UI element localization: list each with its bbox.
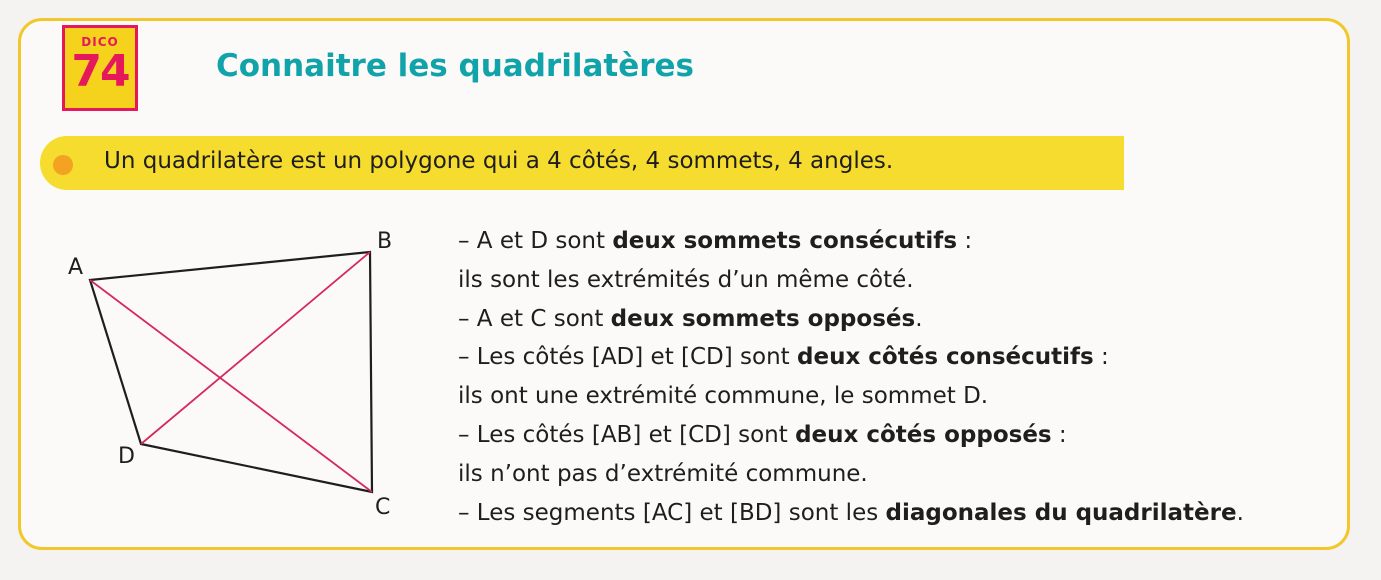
explanation-text: ils ont une extrémité commune, le sommet D. [458, 383, 989, 410]
explanation-text: : [957, 228, 973, 254]
explanation-text: : [1051, 421, 1067, 448]
bullet-icon [53, 155, 73, 175]
explanation-text: – A et D sont [458, 228, 613, 254]
explanation-line [458, 261, 1348, 300]
quadrilateral-figure [55, 220, 415, 530]
explanation-line [458, 222, 1348, 261]
explanation-keyword: deux sommets opposés [610, 305, 916, 332]
explanation-keyword: deux côtés opposés [795, 421, 1052, 448]
explanation-line [458, 300, 1348, 339]
vertex-label-b: B [377, 229, 393, 254]
explanation-line [458, 416, 1348, 455]
explanation-text: – A et C sont [458, 305, 611, 332]
dico-badge [62, 25, 138, 111]
explanation-keyword: deux sommets consécutifs [612, 228, 958, 254]
explanation-text: – Les segments [AC] et [BD] sont les [458, 499, 886, 526]
explanation-text: – Les côtés [AD] et [CD] sont [458, 344, 798, 371]
diagonal-bd [141, 252, 370, 444]
definition-text: Un quadrilatère est un polygone qui a 4 côtés, 4 sommets, 4 angles. [104, 148, 894, 174]
explanation-text: ils n’ont pas d’extrémité commune. [458, 460, 868, 487]
explanation-keyword: deux côtés consécutifs [797, 344, 1094, 371]
dico-badge-label: DICO [81, 35, 119, 49]
explanation-line [458, 494, 1348, 533]
vertex-label-c: C [375, 495, 391, 520]
explanation-text: . [1236, 499, 1244, 526]
explanation-line [458, 455, 1348, 494]
explanation-text: ils sont les extrémités d’un même côté. [458, 266, 914, 293]
explanation-text: – Les côtés [AB] et [CD] sont [458, 421, 796, 448]
explanation-line [458, 338, 1348, 377]
explanation-list [458, 222, 1348, 532]
explanation-line [458, 377, 1348, 416]
explanation-text: . [915, 305, 923, 332]
dico-badge-number: 74 [71, 46, 129, 97]
page-title: Connaitre les quadrilatères [216, 48, 694, 84]
explanation-text: : [1093, 344, 1109, 371]
vertex-label-d: D [118, 444, 135, 469]
vertex-label-a: A [68, 255, 84, 280]
explanation-keyword: diagonales du quadrilatère [885, 499, 1237, 526]
